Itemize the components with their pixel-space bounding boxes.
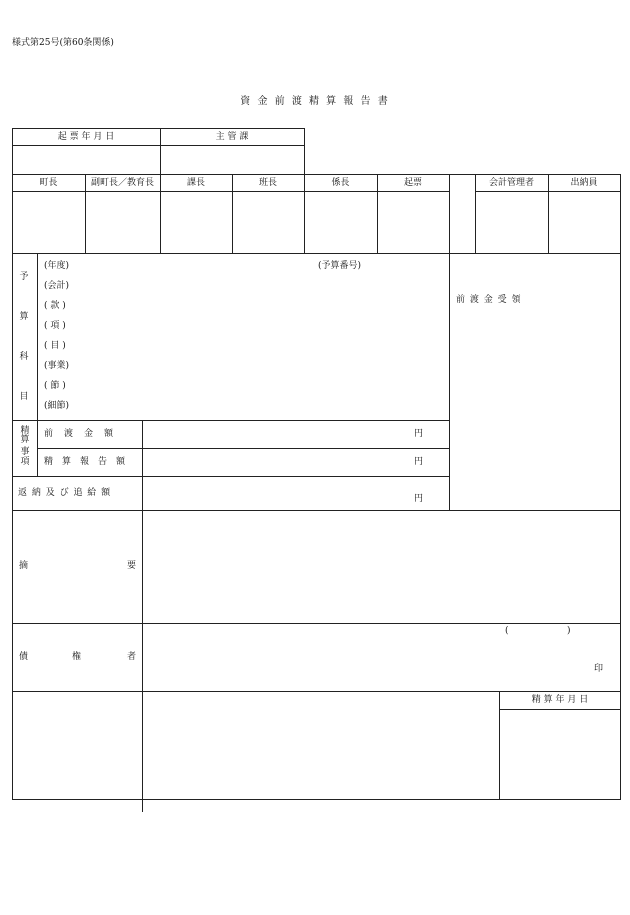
summary-label-left: 摘 (19, 561, 29, 571)
shukan-ka-label: 主 管 課 (215, 132, 249, 142)
summary-label-right: 要 (127, 561, 137, 571)
stamp-box-suinoin[interactable] (549, 192, 619, 252)
stamp-box-kihyo[interactable] (378, 192, 448, 252)
approval-kaikei-kanrisha-label: 会計管理者 (488, 178, 534, 188)
approval-kihyo-label: 起票 (403, 178, 422, 188)
stamp-box-kacho[interactable] (161, 192, 231, 252)
approval-kakaricho-label: 係長 (331, 178, 350, 188)
refund-amount-field[interactable] (144, 478, 404, 508)
creditor-label-1: 債 (19, 652, 29, 662)
stamp-box-kaikei-kanrisha[interactable] (476, 192, 547, 252)
settlement-label-char: 事 (20, 447, 30, 457)
budget-label-char: 科 (19, 352, 29, 362)
yen-unit: 円 (414, 494, 424, 504)
budget-item-nendo: (年度) (44, 261, 70, 271)
settlement-label-char: 算 (20, 435, 30, 445)
stamp-box-chocho[interactable] (13, 192, 84, 252)
advance-amount-field[interactable] (144, 422, 404, 447)
stamp-box-hancho[interactable] (233, 192, 303, 252)
paren-open: ( (505, 626, 509, 636)
approval-suinoin-label: 出納員 (570, 178, 598, 188)
report-amount-field[interactable] (144, 450, 404, 475)
kihyo-date-field[interactable] (13, 146, 159, 173)
creditor-label-2: 権 (72, 652, 82, 662)
budget-item-setsu: ( 節 ) (44, 381, 66, 391)
budget-item-ko: ( 項 ) (44, 321, 66, 331)
maewatashi-receipt-area[interactable] (451, 310, 619, 508)
seal-mark: 印 (594, 664, 604, 674)
budget-label-char: 算 (19, 312, 29, 322)
budget-item-saisetsu: (細節) (44, 401, 70, 411)
bottom-remarks-area[interactable] (14, 693, 497, 797)
creditor-label-3: 者 (127, 652, 137, 662)
budget-label-char: 予 (19, 272, 29, 282)
budget-number-label: (予算番号) (318, 261, 362, 271)
creditor-field[interactable] (144, 640, 584, 688)
yen-unit: 円 (414, 457, 424, 467)
budget-item-kan: ( 款 ) (44, 301, 66, 311)
advance-amount-label: 前 渡 金 額 (44, 429, 115, 439)
settlement-label-char: 項 (20, 457, 30, 467)
budget-item-moku: ( 目 ) (44, 341, 66, 351)
budget-item-jigyo: (事業) (44, 361, 70, 371)
kihyo-date-label: 起 票 年 月 日 (57, 132, 115, 142)
budget-entry-area[interactable] (100, 260, 440, 415)
settlement-label-char: 精 (20, 426, 30, 436)
budget-item-kaikei: (会計) (44, 281, 70, 291)
approval-fuku-chocho-label: 副町長／教育長 (90, 178, 154, 188)
creditor-sub-field[interactable] (512, 625, 566, 638)
stamp-box-fuku-chocho[interactable] (86, 192, 159, 252)
maewatashi-receipt-label: 前 渡 金 受 領 (456, 295, 522, 305)
form-title: 資 金 前 渡 精 算 報 告 書 (240, 96, 390, 107)
report-amount-label: 精 算 報 告 額 (44, 457, 126, 467)
seisan-date-field[interactable] (501, 711, 619, 797)
refund-label: 返 納 及 び 追 給 額 (18, 488, 112, 498)
approval-hancho-label: 班長 (258, 178, 277, 188)
seisan-date-label: 精 算 年 月 日 (531, 695, 589, 705)
yen-unit: 円 (414, 429, 424, 439)
budget-label-char: 目 (19, 392, 29, 402)
summary-field[interactable] (144, 512, 618, 621)
form-number: 様式第25号(第60条関係) (12, 38, 114, 48)
paren-close: ) (567, 626, 571, 636)
shukan-ka-field[interactable] (161, 146, 303, 173)
stamp-box-kakaricho[interactable] (305, 192, 376, 252)
approval-kacho-label: 課長 (186, 178, 205, 188)
approval-chocho-label: 町長 (39, 178, 58, 188)
